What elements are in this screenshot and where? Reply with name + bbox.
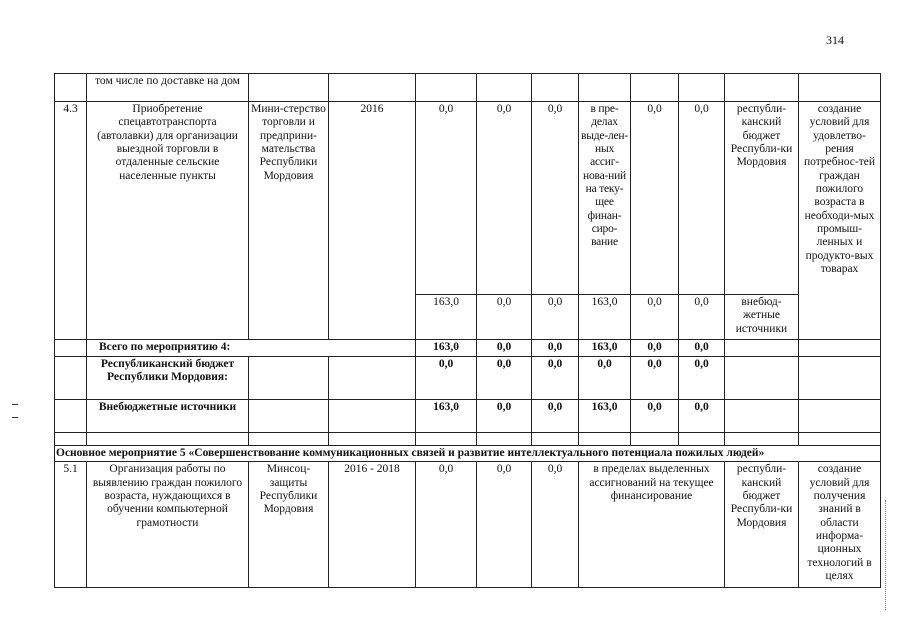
row-number: 4.3 [55,102,87,340]
value-cell: 163,0 [579,400,631,433]
value-cell: 0,0 [416,357,477,400]
year: 2016 - 2018 [329,462,416,588]
value-cell: 0,0 [532,357,579,400]
table-row [55,102,881,295]
value-cell: 0,0 [679,340,725,357]
extra-budget-label: Внебюджетные источники [87,400,249,433]
value-cell: 0,0 [477,295,532,340]
value-cell: 0,0 [532,400,579,433]
year: 2016 [329,102,416,340]
value-cell: в пре-делах выде-лен-ных ассиг-нова-ний на теку-щее финан-сиро-вание [579,102,631,295]
funding-source: республи-канский бюджет Республи-ки Мордовия [725,102,799,295]
value-cell: 0,0 [532,340,579,357]
value-cell: 0,0 [532,462,579,588]
value-cell: 0,0 [477,357,532,400]
funding-source: республи-канский бюджет Республи-ки Мордовия [725,462,799,588]
section-title: Основное мероприятие 5 «Совершенствование коммуникационных связей и развитие интеллектуального потенциала пожилых людей» [55,446,881,462]
value-cell: 0,0 [631,400,679,433]
row-number: 5.1 [55,462,87,588]
measure-name: Организация работы по выявлению граждан пожилого возраста, нуждающихся в обучении компьютерной грамотности [87,462,249,588]
page-number: 314 [826,33,844,47]
scan-edge [885,500,889,610]
total-label: Всего по мероприятию 4: [87,340,416,357]
value-cell: 0,0 [532,102,579,295]
scan-mark [12,404,18,418]
value-cell: 163,0 [579,340,631,357]
value-cell: 0,0 [416,102,477,295]
expected-result: создание условий для удовлетво-рения потребнос-тей граждан пожилого возраста в необходи-мых промыш-ленных и продукто-вых товарах [799,102,881,340]
table-row [55,446,881,462]
value-cell: 0,0 [532,295,579,340]
value-cell: 0,0 [579,357,631,400]
measure-name: Приобретение спецавтотранспорта (автолавки) для организации выездной торговли в отдаленные сельские населенные пункты [87,102,249,340]
executor: Минсоц-защиты Республики Мордовия [249,462,329,588]
value-cell: 0,0 [679,102,725,295]
table-row [55,357,881,400]
budget-table [54,73,881,588]
funding-source: внебюд-жетные источники [725,295,799,340]
value-cell: 0,0 [416,462,477,588]
value-cell: в пределах выделенных ассигнований на текущее финансирование [579,462,725,588]
value-cell: 163,0 [416,295,477,340]
table-row [55,462,881,588]
value-cell: 0,0 [679,357,725,400]
value-cell: 163,0 [416,400,477,433]
value-cell: 0,0 [477,102,532,295]
value-cell: 0,0 [631,357,679,400]
value-cell: 0,0 [477,462,532,588]
table-row [55,433,881,446]
table-row [55,340,881,357]
republican-budget-label: Республиканский бюджет Республики Мордовия: [87,357,249,400]
executor: Мини-стерство торговли и предприни-мательства Республики Мордовия [249,102,329,340]
continuation-text: том числе по доставке на дом [87,74,249,102]
value-cell: 0,0 [631,340,679,357]
value-cell: 163,0 [579,295,631,340]
value-cell: 0,0 [477,400,532,433]
value-cell: 0,0 [679,295,725,340]
expected-result: создание условий для получения знаний в области информа-ционных технологий в целях [799,462,881,588]
value-cell: 163,0 [416,340,477,357]
value-cell: 0,0 [477,340,532,357]
table-row [55,74,881,102]
value-cell: 0,0 [631,102,679,295]
value-cell: 0,0 [679,400,725,433]
table-row [55,400,881,433]
value-cell: 0,0 [631,295,679,340]
